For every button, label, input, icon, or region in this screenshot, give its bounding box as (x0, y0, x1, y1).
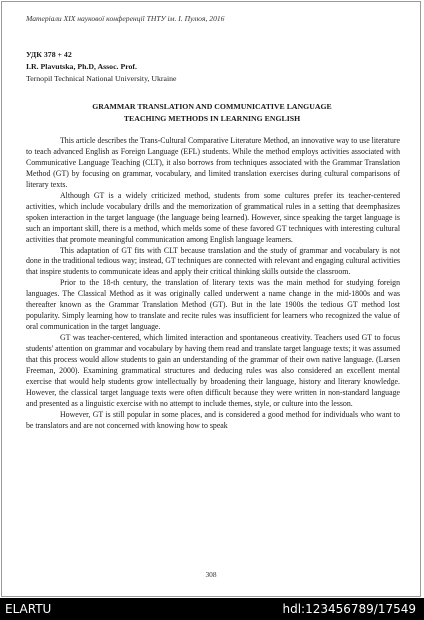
title-line-2: TEACHING METHODS IN LEARNING ENGLISH (123, 113, 301, 123)
title-line-1: GRAMMAR TRANSLATION AND COMMUNICATIVE LANGUAGE (92, 102, 332, 111)
paragraph: Prior to the 18-th century, the translation of literary texts was the main method for studying foreign languages. The Classical Method as it was originally called underwent a name change in the mid-1800s and was thereafter known as the Grammar Translation Method (GT). But in the late 1900s the tedious GT method lost popularity. Simply learning how to translate and recite rules was insufficient for learners who recognized the value of oral communication in the target language. (26, 278, 400, 332)
running-header: Матеріали ХІХ наукової конференції ТНТУ ім. І. Пулюя, 2016 (26, 14, 225, 23)
page-number: 308 (205, 570, 217, 579)
author-name: I.R. Plavutska, Ph.D, Assoc. Prof. (26, 62, 137, 71)
udc-code: УДК 378 + 42 (26, 50, 72, 59)
paragraph: This adaptation of GT fits with CLT because translation and the study of grammar and vocabulary is not done in the traditional tedious way; instead, GT techniques are connected with relevant and engaging cultural activities that inspire students to communicate ideas and apply their critical thinking skills outside the classroom. (26, 245, 400, 277)
article-body (26, 136, 400, 432)
repository-footer-bar (0, 598, 424, 620)
paragraph: However, GT is still popular in some places, and is considered a good method for individuals who want to be translators and are not concerned with knowing how to speak (26, 409, 400, 430)
affiliation: Ternopil Technical National University, Ukraine (26, 74, 177, 83)
handle-id: hdl:123456789/17549 (282, 602, 416, 616)
paragraph: This article describes the Trans-Cultural Comparative Literature Method, an innovative way to use literature to teach advanced English as Foreign Language (EFL) students. While the method employs activities associated with Communicative Language Teaching (CLT), it also borrows from techniques associated with the Grammar Translation Method (GT) by focusing on grammar, vocabulary, and limited translation exercises during cultural comparisons of literary texts. (26, 136, 400, 189)
paragraph: Although GT is a widely criticized method, students from some cultures prefer its teacher-centered activities, which include vocabulary drills and the memorization of grammatical rules in a setting that deemphasizes spoken interaction in the target language (the language being learned). However, since speaking the target language is such an important skill, there is a method, which melds some of these favored GT techniques with interesting cultural activities that promote meaningful communication among English language learners. (26, 190, 400, 244)
document-page (1, 1, 421, 597)
paragraph: GT was teacher-centered, which limited interaction and spontaneous creativity. Teachers used GT to focus students' attention on grammar and vocabulary by having them read and translate target language texts; it was assumed that this process would allow students to gain an understanding of the grammar of their own native language. (Larsen Freeman, 2000). Examining grammatical structures and deducing rules was also considered an excellent mental exercise that would help students grow intellectually by broadening their language, history and literary knowledge. However, the classical target language texts were often difficult because they were written in non-standard language and presented as a linguistic exercise with no attempt to include themes, style, or culture into the lesson. (26, 333, 400, 408)
article-title (26, 101, 398, 124)
repository-name: ELARTU (5, 602, 52, 616)
